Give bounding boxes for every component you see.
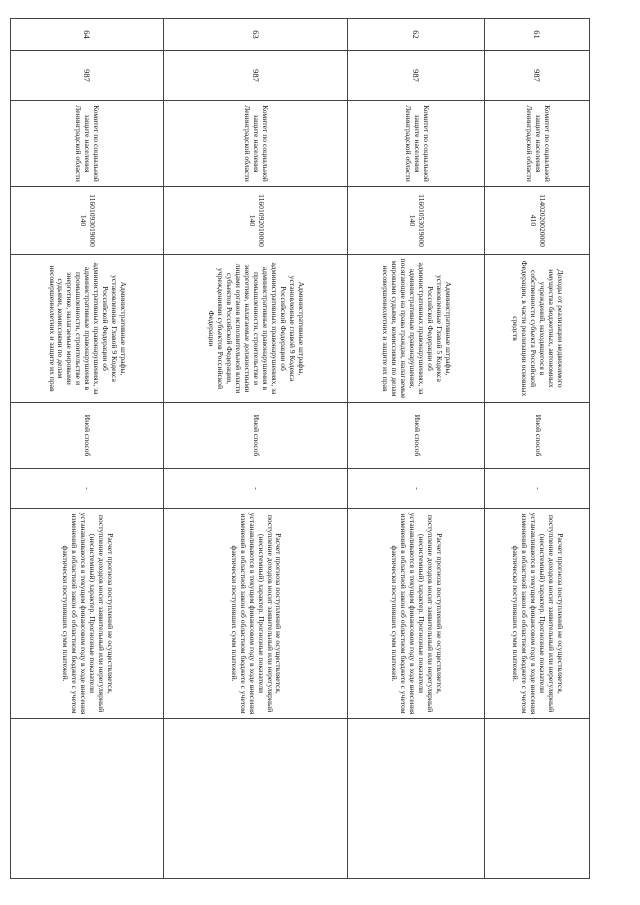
empty-cell — [485, 719, 590, 879]
calculation-method: Иной способ — [11, 403, 164, 469]
forecast-notes: Расчет прогноза поступлений не осуществляется, поступление доходов носит заявительный или нерегулярный (несистемный) характер. Прогнозные показатели устанавливаются в текущем финансовом году в ходе внесения изменений в областной закон об областном бюджете с учетом фактически поступивших сумм платежей. — [11, 509, 164, 719]
chief-admin-code: 987 — [485, 51, 590, 101]
budget-classification-code: 11402020020000 410 — [485, 187, 590, 255]
chief-admin-code: 987 — [163, 51, 348, 101]
empty-cell — [11, 719, 164, 879]
forecast-notes: Расчет прогноза поступлений не осуществляется, поступление доходов носит заявительный или нерегулярный (несистемный) характер. Прогнозные показатели устанавливаются в текущем финансовом году в ходе внесения изменений в областной закон об областном бюджете с учетом фактически поступивших сумм платежей. — [348, 509, 485, 719]
admin-name: Комитет по социальной защите населения Ленинградской области — [348, 101, 485, 187]
forecast-notes: Расчет прогноза поступлений не осуществляется, поступление доходов носит заявительный или нерегулярный (несистемный) характер. Прогнозные показатели устанавливаются в текущем финансовом году в ходе внесения изменений в областной закон об областном бюджете с учетом фактически поступивших сумм платежей. — [163, 509, 348, 719]
row-number: 61 — [485, 19, 590, 51]
revenue-description: Административные штрафы, установленные главой 9 Кодекса Российской Федерации об административных правонарушениях, за административные правонарушения в промышленности, строительстве и энергетике, налагаемые должностными лицами органов исполнительной власти субъектов Российской Федерации, учреждениями субъектов Российской Федерации — [163, 255, 348, 403]
chief-admin-code: 987 — [11, 51, 164, 101]
empty-cell — [163, 719, 348, 879]
table-row — [348, 19, 485, 879]
empty-cell — [348, 719, 485, 879]
table-row — [485, 19, 590, 879]
revenue-forecast-table — [10, 18, 590, 879]
revenue-description: Административные штрафы, установленные Главой 9 Кодекса Российской Федерации об административных правонарушениях, за административные правонарушения в промышленности, строительстве и энергетике, налагаемые мировыми судьями, комиссиями по делам несовершеннолетних и защите их прав — [11, 255, 164, 403]
table-row — [11, 19, 164, 879]
revenue-description: Доходы от реализации недвижимого имущества бюджетных, автономных учреждений, находящегося в собственности субъекта Российской Федерации, в части реализации основных средств — [485, 255, 590, 403]
row-number: 62 — [348, 19, 485, 51]
budget-classification-code: 11601092010000 140 — [163, 187, 348, 255]
budget-classification-code: 11601053019000 140 — [348, 187, 485, 255]
admin-name: Комитет по социальной защите населения Ленинградской области — [485, 101, 590, 187]
row-number: 63 — [163, 19, 348, 51]
formula-cell: - — [163, 469, 348, 509]
table-row — [163, 19, 348, 879]
chief-admin-code: 987 — [348, 51, 485, 101]
table-body — [11, 19, 590, 879]
calculation-method: Иной способ — [163, 403, 348, 469]
formula-cell: - — [348, 469, 485, 509]
calculation-method: Иной способ — [348, 403, 485, 469]
forecast-notes: Расчет прогноза поступлений не осуществляется, поступление доходов носит заявительный или нерегулярный (несистемный) характер. Прогнозные показатели устанавливаются в текущем финансовом году в ходе внесения изменений в областной закон об областном бюджете с учетом фактически поступивших сумм платежей. — [485, 509, 590, 719]
revenue-description: Административные штрафы, установленные Главой 5 Кодекса Российской Федерации об административных правонарушениях, за административные правонарушения, посягающие на права граждан, налагаемые мировыми судьями, комиссиями по делам несовершеннолетних и защите их прав — [348, 255, 485, 403]
admin-name: Комитет по социальной защите населения Ленинградской области — [163, 101, 348, 187]
revenue-table-rotated — [10, 18, 590, 878]
formula-cell: - — [485, 469, 590, 509]
budget-classification-code: 11601093019000 140 — [11, 187, 164, 255]
formula-cell: - — [11, 469, 164, 509]
calculation-method: Иной способ — [485, 403, 590, 469]
admin-name: Комитет по социальной защите населения Ленинградской области — [11, 101, 164, 187]
row-number: 64 — [11, 19, 164, 51]
